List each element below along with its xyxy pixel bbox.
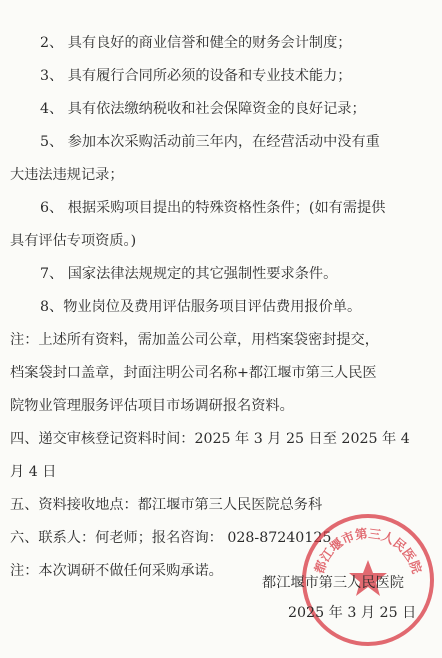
requirement-5-line-2: 大违法违规记录； (10, 167, 124, 183)
submission-time-line-2: 月 4 日 (10, 464, 57, 480)
requirement-3: 3、 具有履行合同所必须的设备和专业技术能力； (40, 68, 352, 84)
seal-text: 都江堰市第三人民医院 (311, 525, 425, 576)
receiving-location: 五、资料接收地点：都江堰市第三人民医院总务科 (10, 497, 323, 513)
requirement-4: 4、 具有依法缴纳税收和社会保障资金的良好记录； (40, 101, 366, 117)
requirement-6-line-2: 具有评估专项资质。) (10, 233, 137, 249)
disclaimer-note: 注：本次调研不做任何采购承诺。 (10, 563, 223, 579)
submission-time-line-1: 四、递交审核登记资料时间：2025 年 3 月 25 日至 2025 年 4 (10, 431, 410, 447)
contact-info: 六、联系人：何老师；报名咨询： 028-87240125 (10, 530, 332, 546)
signing-date: 2025 年 3 月 25 日 (288, 605, 417, 621)
note-line-1: 注：上述所有资料，需加盖公司公章，用档案袋密封提交， (10, 332, 379, 348)
note-line-3: 院物业管理服务评估项目市场调研报名资料。 (10, 398, 294, 414)
note-line-2: 档案袋封口盖章，封面注明公司名称+都江堰市第三人民医 (10, 365, 377, 381)
signing-organization: 都江堰市第三人民医院 (262, 575, 404, 591)
requirement-5-line-1: 5、 参加本次采购活动前三年内，在经营活动中没有重 (40, 134, 380, 150)
requirement-7: 7、 国家法律法规规定的其它强制性要求条件。 (40, 266, 338, 282)
requirement-2: 2、 具有良好的商业信誉和健全的财务会计制度； (40, 35, 352, 51)
requirement-8: 8、物业岗位及费用评估服务项目评估费用报价单。 (40, 299, 362, 315)
requirement-6-line-1: 6、 根据采购项目提出的特殊资格性条件；(如有需提供 (40, 200, 386, 216)
